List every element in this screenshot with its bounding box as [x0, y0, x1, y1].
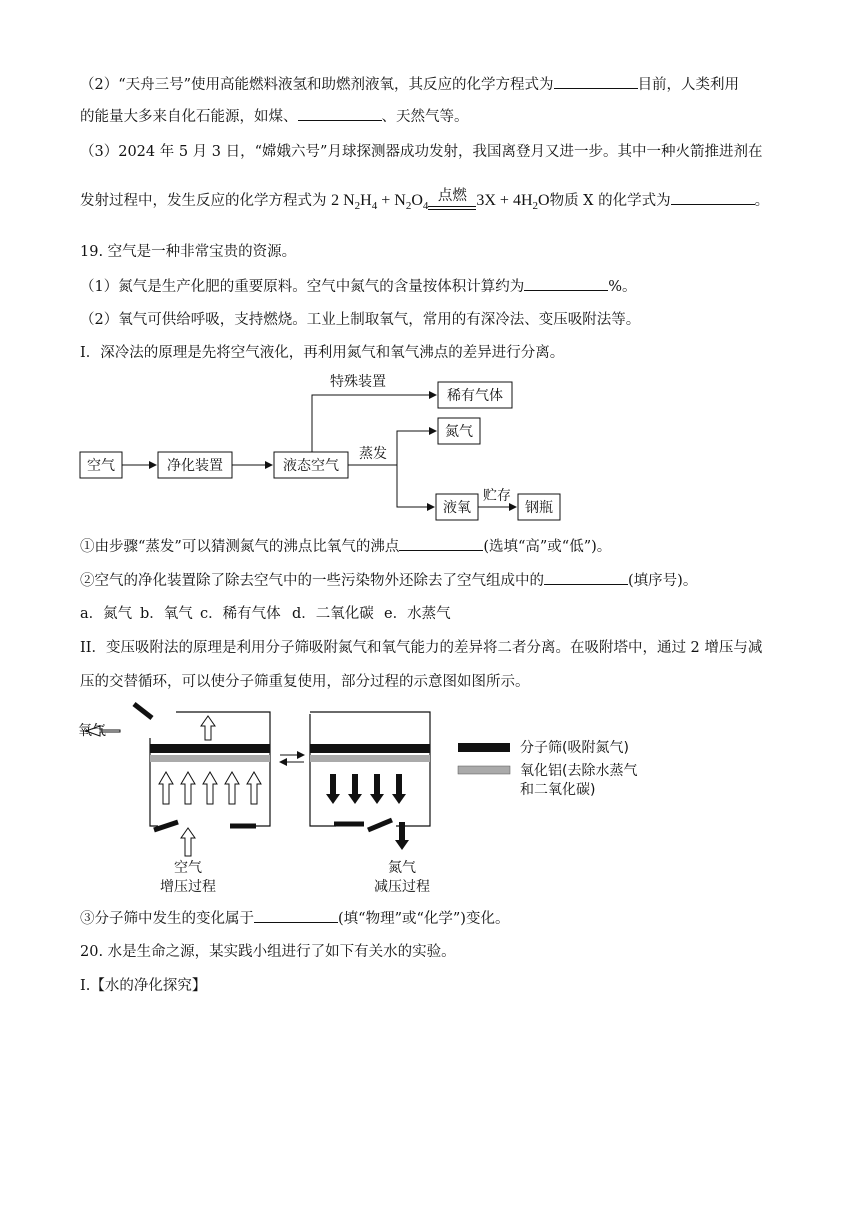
chemical-equation: 2 $N_2H_4 + N_2O_4$ 点燃 $3X + 4H_2O$: [331, 192, 549, 209]
q19-method-I: I．深冷法的原理是先将空气液化，再利用氮气和氧气沸点的差异进行分离。: [80, 345, 565, 361]
q19-options: [80, 604, 464, 624]
option-a: a．氮气: [80, 606, 133, 622]
q19-sub2: ②空气的净化装置除了除去空气中的一些污染物外还除去了空气组成中的 (填序号)。: [80, 570, 697, 591]
option-e: e．水蒸气: [384, 606, 451, 622]
legend-sieve-swatch: [458, 743, 510, 752]
tower-pressurize: [86, 704, 270, 856]
label-air: 空气: [87, 458, 115, 474]
label-rare-gas: 稀有气体: [447, 388, 503, 404]
arrows-down-icon: [326, 774, 409, 850]
answer-blank-purifier[interactable]: [544, 570, 628, 585]
alumina-layer: [150, 755, 270, 762]
tower-depressurize: [310, 712, 430, 850]
legend-alumina-label-2: 和二氧化碳): [520, 782, 596, 798]
legend-alumina-label-1: 氧化铝(去除水蒸气: [520, 763, 638, 779]
label-air-in: 空气: [174, 860, 202, 876]
psa-diagram: [74, 700, 674, 900]
q20-title: 20. 水是生命之源，某实践小组进行了如下有关水的实验。: [80, 944, 456, 960]
label-nitrogen: 氮气: [445, 424, 473, 440]
q18-part3-line2: 发射过程中，发生反应的化学方程式为 2 $N_2H_4 + N_2O_4$ 点燃 $3X + 4H_2O$物质 X 的化学式为 。: [80, 190, 769, 216]
answer-blank-change-type[interactable]: [254, 908, 338, 923]
label-purifier: 净化装置: [167, 458, 223, 474]
option-d: d．二氧化碳: [292, 606, 374, 622]
air-in-arrow-icon: [181, 828, 195, 856]
alumina-layer: [310, 755, 430, 762]
legend-sieve-label: 分子筛(吸附氮气): [520, 740, 629, 756]
reaction-condition: 点燃: [428, 206, 476, 216]
switch-arrows-icon: [280, 755, 304, 762]
sieve-layer: [150, 744, 270, 753]
answer-blank-fossil[interactable]: [298, 106, 382, 121]
valve-bottom-right: [368, 820, 392, 830]
answer-blank-formula[interactable]: [671, 190, 755, 205]
q20-section-I: I.【水的净化探究】: [80, 978, 207, 994]
q18-part2-line1: （2）“天舟三号”使用高能燃料液氢和助燃剂液氧，其反应的化学方程式为 目前，人类利用: [80, 74, 739, 95]
label-store: 贮存: [483, 488, 511, 504]
q19-part1: （1）氮气是生产化肥的重要原料。空气中氮气的含量按体积计算约为 %。: [80, 276, 637, 297]
sieve-layer: [310, 744, 430, 753]
answer-blank-equation[interactable]: [554, 74, 638, 89]
label-oxygen-out: 氧气: [78, 723, 106, 739]
q18-part3-line1: （3）2024 年 5 月 3 日，“嫦娥六号”月球探测器成功发射，我国离登月又进一步。其中一种火箭推进剂在: [80, 144, 763, 160]
legend-alumina-swatch: [458, 766, 510, 774]
label-evaporate: 蒸发: [359, 446, 387, 462]
answer-blank-nitrogen-percent[interactable]: [524, 276, 608, 291]
q19-method-II-line1: II．变压吸附法的原理是利用分子筛吸附氮气和氧气能力的差异将二者分离。在吸附塔中，通过 2 增压与减: [80, 640, 763, 656]
label-liquid-air: 液态空气: [283, 458, 339, 474]
option-b: b．氧气: [140, 606, 193, 622]
flow-diagram: [70, 366, 610, 526]
q19-sub3: ③分子筛中发生的变化属于 (填“物理”或“化学”)变化。: [80, 908, 509, 929]
q19-part2: （2）氧气可供给呼吸，支持燃烧。工业上制取氧气，常用的有深冷法、变压吸附法等。: [80, 312, 641, 328]
label-liquid-oxygen: 液氧: [443, 500, 471, 516]
option-c: c．稀有气体: [200, 606, 281, 622]
label-pressurize: 增压过程: [160, 879, 216, 895]
label-depressurize: 减压过程: [374, 879, 430, 895]
q19-sub1: ①由步骤“蒸发”可以猜测氮气的沸点比氧气的沸点 (选填“高”或“低”)。: [80, 536, 611, 557]
q18-part2-line2: 的能量大多来自化石能源，如煤、 、天然气等。: [80, 106, 469, 127]
valve-top: [134, 704, 152, 718]
label-nitrogen-out: 氮气: [388, 860, 416, 876]
arrows-up-icon: [159, 772, 261, 804]
arrow-up-icon: [201, 716, 215, 740]
answer-blank-boiling-point[interactable]: [399, 536, 483, 551]
q19-title: 19. 空气是一种非常宝贵的资源。: [80, 244, 297, 260]
q19-method-II-line2: 压的交替循环，可以使分子筛重复使用，部分过程的示意图如图所示。: [80, 674, 530, 690]
label-special-device: 特殊装置: [330, 374, 386, 390]
label-cylinder: 钢瓶: [525, 500, 553, 516]
